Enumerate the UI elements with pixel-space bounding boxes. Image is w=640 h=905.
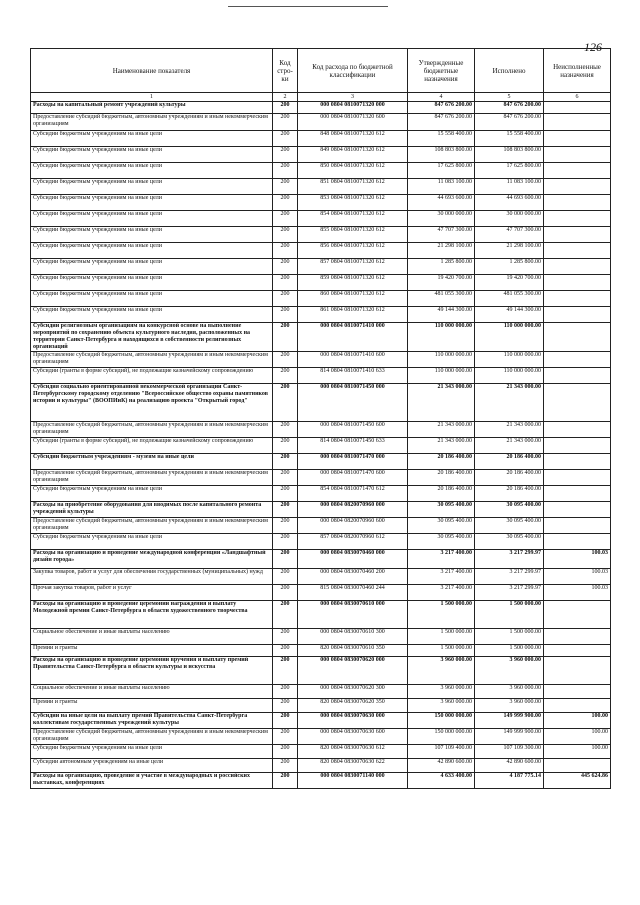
row-unexecuted [544, 368, 611, 384]
row-executed: 1 500 000.00 [475, 601, 544, 629]
row-executed: 47 707 300.00 [475, 227, 544, 243]
header-unexecuted: Неисполненные назначения [544, 49, 611, 93]
table-row [31, 195, 611, 211]
row-unexecuted: 100.03 [544, 569, 611, 585]
table-row [31, 275, 611, 291]
row-approved: 11 083 100.00 [408, 179, 475, 195]
row-unexecuted [544, 486, 611, 502]
row-name: Субсидии бюджетным учреждениям на иные цели [31, 259, 273, 275]
row-executed: 3 960 000.00 [475, 699, 544, 713]
row-executed: 21 343 000.00 [475, 422, 544, 438]
row-unexecuted [544, 352, 611, 368]
table-row [31, 114, 611, 131]
row-approved: 44 693 600.00 [408, 195, 475, 211]
row-name: Расходы на организацию и проведение международной конференции «Ландшафтный дизайн города» [31, 550, 273, 569]
row-expense-code: 860 0804 0810071320 612 [298, 291, 408, 307]
row-line-code: 200 [273, 114, 298, 131]
row-name: Субсидии бюджетным учреждениям на иные цели [31, 745, 273, 759]
row-approved: 4 633 400.00 [408, 773, 475, 789]
row-approved: 30 095 400.00 [408, 502, 475, 518]
table-row [31, 307, 611, 323]
row-line-code: 200 [273, 307, 298, 323]
row-line-code: 200 [273, 227, 298, 243]
row-unexecuted: 445 624.86 [544, 773, 611, 789]
row-expense-code: 815 0804 0830070460 244 [298, 585, 408, 601]
row-line-code: 200 [273, 657, 298, 685]
row-name: Субсидии автономным учреждениям на иные цели [31, 759, 273, 773]
row-expense-code: 000 0804 0830070610 300 [298, 629, 408, 645]
table-row [31, 352, 611, 368]
row-unexecuted [544, 454, 611, 470]
row-executed: 11 083 100.00 [475, 179, 544, 195]
table-row [31, 368, 611, 384]
row-name: Субсидии бюджетным учреждениям на иные цели [31, 307, 273, 323]
row-approved: 110 000 000.00 [408, 368, 475, 384]
row-line-code: 200 [273, 131, 298, 147]
table-row [31, 486, 611, 502]
row-expense-code: 820 0804 0830070620 350 [298, 699, 408, 713]
table-row [31, 601, 611, 629]
header-row [31, 49, 611, 93]
row-name: Субсидии бюджетным учреждениям на иные цели [31, 291, 273, 307]
row-approved: 3 217 400.00 [408, 550, 475, 569]
row-name: Социальное обеспечение и иные выплаты населению [31, 629, 273, 645]
row-approved: 49 144 300.00 [408, 307, 475, 323]
row-name: Субсидии бюджетным учреждениям на иные цели [31, 534, 273, 550]
row-executed: 15 558 400.00 [475, 131, 544, 147]
row-executed: 107 109 300.00 [475, 745, 544, 759]
row-approved: 30 095 400.00 [408, 518, 475, 534]
row-unexecuted [544, 502, 611, 518]
table-row [31, 759, 611, 773]
row-name: Субсидии религиозным организациям на конкурсной основе на выполнение мероприятий по сохранению объекта культурного наследия, расположенных на территории Санкт-Петербурга и находящихся в собственности религиозных организаций [31, 323, 273, 352]
row-line-code: 200 [273, 163, 298, 179]
row-executed: 30 095 400.00 [475, 534, 544, 550]
row-expense-code: 814 0804 0810071450 633 [298, 438, 408, 454]
table-row [31, 645, 611, 657]
row-line-code: 200 [273, 486, 298, 502]
row-unexecuted [544, 384, 611, 422]
row-executed: 19 420 700.00 [475, 275, 544, 291]
row-approved: 19 420 700.00 [408, 275, 475, 291]
row-line-code: 200 [273, 454, 298, 470]
row-name: Премии и гранты [31, 699, 273, 713]
row-expense-code: 820 0804 0830070630 612 [298, 745, 408, 759]
header-approved: Утвержденные бюджетные назначения [408, 49, 475, 93]
row-executed: 20 186 400.00 [475, 454, 544, 470]
row-executed: 21 298 100.00 [475, 243, 544, 259]
table-row [31, 259, 611, 275]
row-unexecuted: 100.03 [544, 550, 611, 569]
row-line-code: 200 [273, 422, 298, 438]
page-number: 126 [584, 40, 602, 54]
row-expense-code: 000 0804 0820070960 600 [298, 518, 408, 534]
row-expense-code: 820 0804 0830070610 350 [298, 645, 408, 657]
row-line-code: 200 [273, 243, 298, 259]
row-line-code: 200 [273, 699, 298, 713]
row-expense-code: 855 0804 0810071320 612 [298, 227, 408, 243]
row-name: Предоставление субсидий бюджетным, автономным учреждениям и иным некоммерческим организациям [31, 422, 273, 438]
row-expense-code: 000 0804 0810071320 000 [298, 102, 408, 114]
row-name: Предоставление субсидий бюджетным, автономным учреждениям и иным некоммерческим организациям [31, 114, 273, 131]
row-approved: 17 625 800.00 [408, 163, 475, 179]
row-unexecuted [544, 179, 611, 195]
row-name: Субсидии бюджетным учреждениям на иные цели [31, 211, 273, 227]
row-name: Расходы на организацию и проведение церемонии вручения и выплату премий Правительства Санкт-Петербурга в области культуры и искусства [31, 657, 273, 685]
column-number: 4 [408, 93, 475, 102]
row-unexecuted [544, 147, 611, 163]
row-unexecuted [544, 307, 611, 323]
row-unexecuted [544, 323, 611, 352]
row-unexecuted [544, 645, 611, 657]
row-line-code: 200 [273, 147, 298, 163]
row-unexecuted [544, 227, 611, 243]
row-executed: 149 999 900.00 [475, 729, 544, 745]
header-executed: Исполнено [475, 49, 544, 93]
row-expense-code: 000 0804 0810071410 000 [298, 323, 408, 352]
table-row [31, 102, 611, 114]
row-approved: 21 343 000.00 [408, 438, 475, 454]
row-line-code: 200 [273, 179, 298, 195]
row-expense-code: 848 0804 0810071320 612 [298, 131, 408, 147]
table-row [31, 470, 611, 486]
row-unexecuted: 100.00 [544, 713, 611, 729]
table-row [31, 163, 611, 179]
table-row [31, 384, 611, 422]
row-line-code: 200 [273, 773, 298, 789]
row-approved: 3 217 400.00 [408, 585, 475, 601]
table-row [31, 585, 611, 601]
row-executed: 481 055 300.00 [475, 291, 544, 307]
row-approved: 3 960 000.00 [408, 657, 475, 685]
table-row [31, 569, 611, 585]
row-line-code: 200 [273, 685, 298, 699]
row-unexecuted [544, 211, 611, 227]
row-expense-code: 000 0804 0830070460 000 [298, 550, 408, 569]
row-unexecuted: 100.03 [544, 585, 611, 601]
row-unexecuted [544, 657, 611, 685]
row-approved: 1 500 000.00 [408, 645, 475, 657]
table-row [31, 713, 611, 729]
row-expense-code: 000 0804 0830071140 000 [298, 773, 408, 789]
row-expense-code: 820 0804 0830070630 622 [298, 759, 408, 773]
row-executed: 49 144 300.00 [475, 307, 544, 323]
row-expense-code: 854 0804 0810071470 612 [298, 486, 408, 502]
row-executed: 108 803 800.00 [475, 147, 544, 163]
row-executed: 1 500 000.00 [475, 645, 544, 657]
row-expense-code: 849 0804 0810071320 612 [298, 147, 408, 163]
row-name: Расходы на организацию, проведение и участие в международных и российских выставках, конференциях [31, 773, 273, 789]
row-expense-code: 814 0804 0810071410 633 [298, 368, 408, 384]
row-name: Закупка товаров, работ и услуг для обеспечения государственных (муниципальных) нужд [31, 569, 273, 585]
row-expense-code: 857 0804 0820070960 612 [298, 534, 408, 550]
row-approved: 110 000 000.00 [408, 323, 475, 352]
row-unexecuted [544, 275, 611, 291]
row-line-code: 200 [273, 569, 298, 585]
table-row [31, 179, 611, 195]
row-executed: 42 890 600.00 [475, 759, 544, 773]
row-unexecuted [544, 243, 611, 259]
row-unexecuted [544, 291, 611, 307]
row-executed: 20 186 400.00 [475, 486, 544, 502]
row-unexecuted [544, 114, 611, 131]
row-approved: 847 676 200.00 [408, 102, 475, 114]
column-number: 3 [298, 93, 408, 102]
row-expense-code: 851 0804 0810071320 612 [298, 179, 408, 195]
row-unexecuted [544, 699, 611, 713]
row-name: Предоставление субсидий бюджетным, автономным учреждениям и иным некоммерческим организациям [31, 729, 273, 745]
row-approved: 150 000 000.00 [408, 729, 475, 745]
row-name: Расходы на приобретение оборудования для вводимых после капитального ремонта учреждений культуры [31, 502, 273, 518]
row-line-code: 200 [273, 275, 298, 291]
row-approved: 21 343 000.00 [408, 384, 475, 422]
row-expense-code: 000 0804 0810071470 600 [298, 470, 408, 486]
row-expense-code: 000 0804 0830070630 600 [298, 729, 408, 745]
row-executed: 3 960 000.00 [475, 685, 544, 699]
row-executed: 110 000 000.00 [475, 352, 544, 368]
row-expense-code: 854 0804 0810071320 612 [298, 211, 408, 227]
row-name: Субсидии бюджетным учреждениям - музеям на иные цели [31, 454, 273, 470]
row-line-code: 200 [273, 713, 298, 729]
row-approved: 42 890 600.00 [408, 759, 475, 773]
row-line-code: 200 [273, 352, 298, 368]
row-expense-code: 856 0804 0810071320 612 [298, 243, 408, 259]
table-row [31, 147, 611, 163]
row-unexecuted [544, 685, 611, 699]
row-name: Субсидии бюджетным учреждениям на иные цели [31, 243, 273, 259]
table-row [31, 745, 611, 759]
row-approved: 20 186 400.00 [408, 454, 475, 470]
table-row [31, 131, 611, 147]
row-approved: 1 500 000.00 [408, 629, 475, 645]
column-number: 2 [273, 93, 298, 102]
row-name: Социальное обеспечение и иные выплаты населению [31, 685, 273, 699]
row-approved: 108 803 800.00 [408, 147, 475, 163]
row-executed: 3 217 299.97 [475, 585, 544, 601]
header-indicator-name: Наименование показателя [31, 49, 273, 93]
table-row [31, 729, 611, 745]
row-unexecuted [544, 470, 611, 486]
header-line-code: Код стро- ки [273, 49, 298, 93]
table-row [31, 502, 611, 518]
row-name: Предоставление субсидий бюджетным, автономным учреждениям и иным некоммерческим организациям [31, 352, 273, 368]
table-row [31, 657, 611, 685]
row-unexecuted: 100.00 [544, 729, 611, 745]
row-executed: 30 095 400.00 [475, 518, 544, 534]
row-approved: 3 960 000.00 [408, 685, 475, 699]
table-row [31, 773, 611, 789]
row-unexecuted [544, 163, 611, 179]
row-line-code: 200 [273, 323, 298, 352]
table-row [31, 422, 611, 438]
row-line-code: 200 [273, 259, 298, 275]
row-line-code: 200 [273, 195, 298, 211]
row-approved: 3 960 000.00 [408, 699, 475, 713]
row-approved: 47 707 300.00 [408, 227, 475, 243]
row-line-code: 200 [273, 438, 298, 454]
row-approved: 30 095 400.00 [408, 534, 475, 550]
column-number: 6 [544, 93, 611, 102]
row-approved: 847 676 200.00 [408, 114, 475, 131]
row-name: Субсидии бюджетным учреждениям на иные цели [31, 486, 273, 502]
table-body [31, 102, 611, 789]
row-expense-code: 000 0804 0810071410 600 [298, 352, 408, 368]
table-row [31, 629, 611, 645]
row-name: Расходы на капитальный ремонт учреждений культуры [31, 102, 273, 114]
row-line-code: 200 [273, 291, 298, 307]
row-line-code: 200 [273, 585, 298, 601]
row-executed: 3 960 000.00 [475, 657, 544, 685]
row-line-code: 200 [273, 759, 298, 773]
row-executed: 30 095 400.00 [475, 502, 544, 518]
row-executed: 44 693 600.00 [475, 195, 544, 211]
row-unexecuted [544, 601, 611, 629]
row-line-code: 200 [273, 384, 298, 422]
row-name: Субсидии (гранты в форме субсидий), не подлежащие казначейскому сопровождению [31, 438, 273, 454]
row-line-code: 200 [273, 368, 298, 384]
table-row [31, 550, 611, 569]
top-rule [228, 6, 388, 7]
row-approved: 1 285 800.00 [408, 259, 475, 275]
row-expense-code: 000 0804 0830070630 000 [298, 713, 408, 729]
row-expense-code: 853 0804 0810071320 612 [298, 195, 408, 211]
row-approved: 21 343 000.00 [408, 422, 475, 438]
row-executed: 847 676 200.00 [475, 102, 544, 114]
row-unexecuted: 100.00 [544, 745, 611, 759]
table-row [31, 227, 611, 243]
table-row [31, 211, 611, 227]
row-name: Субсидии бюджетным учреждениям на иные цели [31, 163, 273, 179]
row-approved: 20 186 400.00 [408, 486, 475, 502]
column-number-row [31, 93, 611, 102]
row-name: Прочая закупка товаров, работ и услуг [31, 585, 273, 601]
row-executed: 110 000 000.00 [475, 368, 544, 384]
row-executed: 3 217 299.97 [475, 550, 544, 569]
row-unexecuted [544, 195, 611, 211]
row-line-code: 200 [273, 211, 298, 227]
row-expense-code: 850 0804 0810071320 612 [298, 163, 408, 179]
row-expense-code: 861 0804 0810071320 612 [298, 307, 408, 323]
row-approved: 20 186 400.00 [408, 470, 475, 486]
row-executed: 110 000 000.00 [475, 323, 544, 352]
row-name: Субсидии бюджетным учреждениям на иные цели [31, 275, 273, 291]
row-expense-code: 857 0804 0810071320 612 [298, 259, 408, 275]
row-line-code: 200 [273, 601, 298, 629]
row-name: Субсидии на иные цели на выплату премий Правительства Санкт-Петербурга коллективам государственных учреждений культуры [31, 713, 273, 729]
row-approved: 3 217 400.00 [408, 569, 475, 585]
column-number: 5 [475, 93, 544, 102]
row-executed: 847 676 200.00 [475, 114, 544, 131]
row-executed: 149 999 900.00 [475, 713, 544, 729]
row-approved: 30 000 000.00 [408, 211, 475, 227]
table-row [31, 699, 611, 713]
row-unexecuted [544, 102, 611, 114]
row-unexecuted [544, 534, 611, 550]
row-approved: 110 000 000.00 [408, 352, 475, 368]
row-name: Субсидии (гранты в форме субсидий), не подлежащие казначейскому сопровождению [31, 368, 273, 384]
row-approved: 21 298 100.00 [408, 243, 475, 259]
table-row [31, 291, 611, 307]
row-expense-code: 000 0804 0830070460 200 [298, 569, 408, 585]
row-expense-code: 859 0804 0810071320 612 [298, 275, 408, 291]
row-expense-code: 000 0804 0810071450 600 [298, 422, 408, 438]
row-unexecuted [544, 518, 611, 534]
row-unexecuted [544, 759, 611, 773]
row-expense-code: 000 0804 0830070610 000 [298, 601, 408, 629]
row-line-code: 200 [273, 550, 298, 569]
row-line-code: 200 [273, 645, 298, 657]
row-executed: 20 186 400.00 [475, 470, 544, 486]
row-executed: 21 343 000.00 [475, 384, 544, 422]
row-expense-code: 000 0804 0810071320 600 [298, 114, 408, 131]
row-unexecuted [544, 131, 611, 147]
row-line-code: 200 [273, 518, 298, 534]
row-expense-code: 000 0804 0820070960 000 [298, 502, 408, 518]
row-name: Субсидии бюджетным учреждениям на иные цели [31, 131, 273, 147]
table-row [31, 323, 611, 352]
row-name: Субсидии бюджетным учреждениям на иные цели [31, 147, 273, 163]
row-approved: 107 109 400.00 [408, 745, 475, 759]
row-unexecuted [544, 422, 611, 438]
row-line-code: 200 [273, 102, 298, 114]
row-expense-code: 000 0804 0810071450 000 [298, 384, 408, 422]
row-name: Субсидии бюджетным учреждениям на иные цели [31, 227, 273, 243]
row-approved: 15 558 400.00 [408, 131, 475, 147]
row-line-code: 200 [273, 729, 298, 745]
budget-execution-table [30, 48, 611, 789]
row-line-code: 200 [273, 629, 298, 645]
row-expense-code: 000 0804 0830070620 000 [298, 657, 408, 685]
row-expense-code: 000 0804 0810071470 000 [298, 454, 408, 470]
row-executed: 30 000 000.00 [475, 211, 544, 227]
row-executed: 4 187 775.14 [475, 773, 544, 789]
row-line-code: 200 [273, 534, 298, 550]
column-number: 1 [31, 93, 273, 102]
table-row [31, 518, 611, 534]
table-row [31, 685, 611, 699]
row-approved: 150 000 000.00 [408, 713, 475, 729]
row-executed: 3 217 299.97 [475, 569, 544, 585]
row-unexecuted [544, 438, 611, 454]
row-name: Субсидии бюджетным учреждениям на иные цели [31, 179, 273, 195]
table-row [31, 438, 611, 454]
header-expense-code: Код расхода по бюджетной классификации [298, 49, 408, 93]
row-approved: 481 055 300.00 [408, 291, 475, 307]
row-name: Расходы на организацию и проведение церемонии награждения и выплату Молодежной премии Санкт-Петербурга в области художественного творчества [31, 601, 273, 629]
table-row [31, 454, 611, 470]
row-executed: 17 625 800.00 [475, 163, 544, 179]
row-name: Премии и гранты [31, 645, 273, 657]
row-executed: 21 343 000.00 [475, 438, 544, 454]
row-unexecuted [544, 259, 611, 275]
row-name: Предоставление субсидий бюджетным, автономным учреждениям и иным некоммерческим организациям [31, 518, 273, 534]
table-row [31, 243, 611, 259]
row-approved: 1 500 000.00 [408, 601, 475, 629]
row-expense-code: 000 0804 0830070620 300 [298, 685, 408, 699]
row-line-code: 200 [273, 502, 298, 518]
row-executed: 1 500 000.00 [475, 629, 544, 645]
row-executed: 1 285 800.00 [475, 259, 544, 275]
row-unexecuted [544, 629, 611, 645]
row-name: Субсидии бюджетным учреждениям на иные цели [31, 195, 273, 211]
row-line-code: 200 [273, 745, 298, 759]
row-name: Предоставление субсидий бюджетным, автономным учреждениям и иным некоммерческим организациям [31, 470, 273, 486]
table-row [31, 534, 611, 550]
row-line-code: 200 [273, 470, 298, 486]
row-name: Субсидия социально ориентированной некоммерческой организации Санкт-Петербургскому городскому отделению "Всероссийское общество охраны памятников истории и культуры" (ВООПИиК) на реализацию проекта "Открытый город" [31, 384, 273, 422]
